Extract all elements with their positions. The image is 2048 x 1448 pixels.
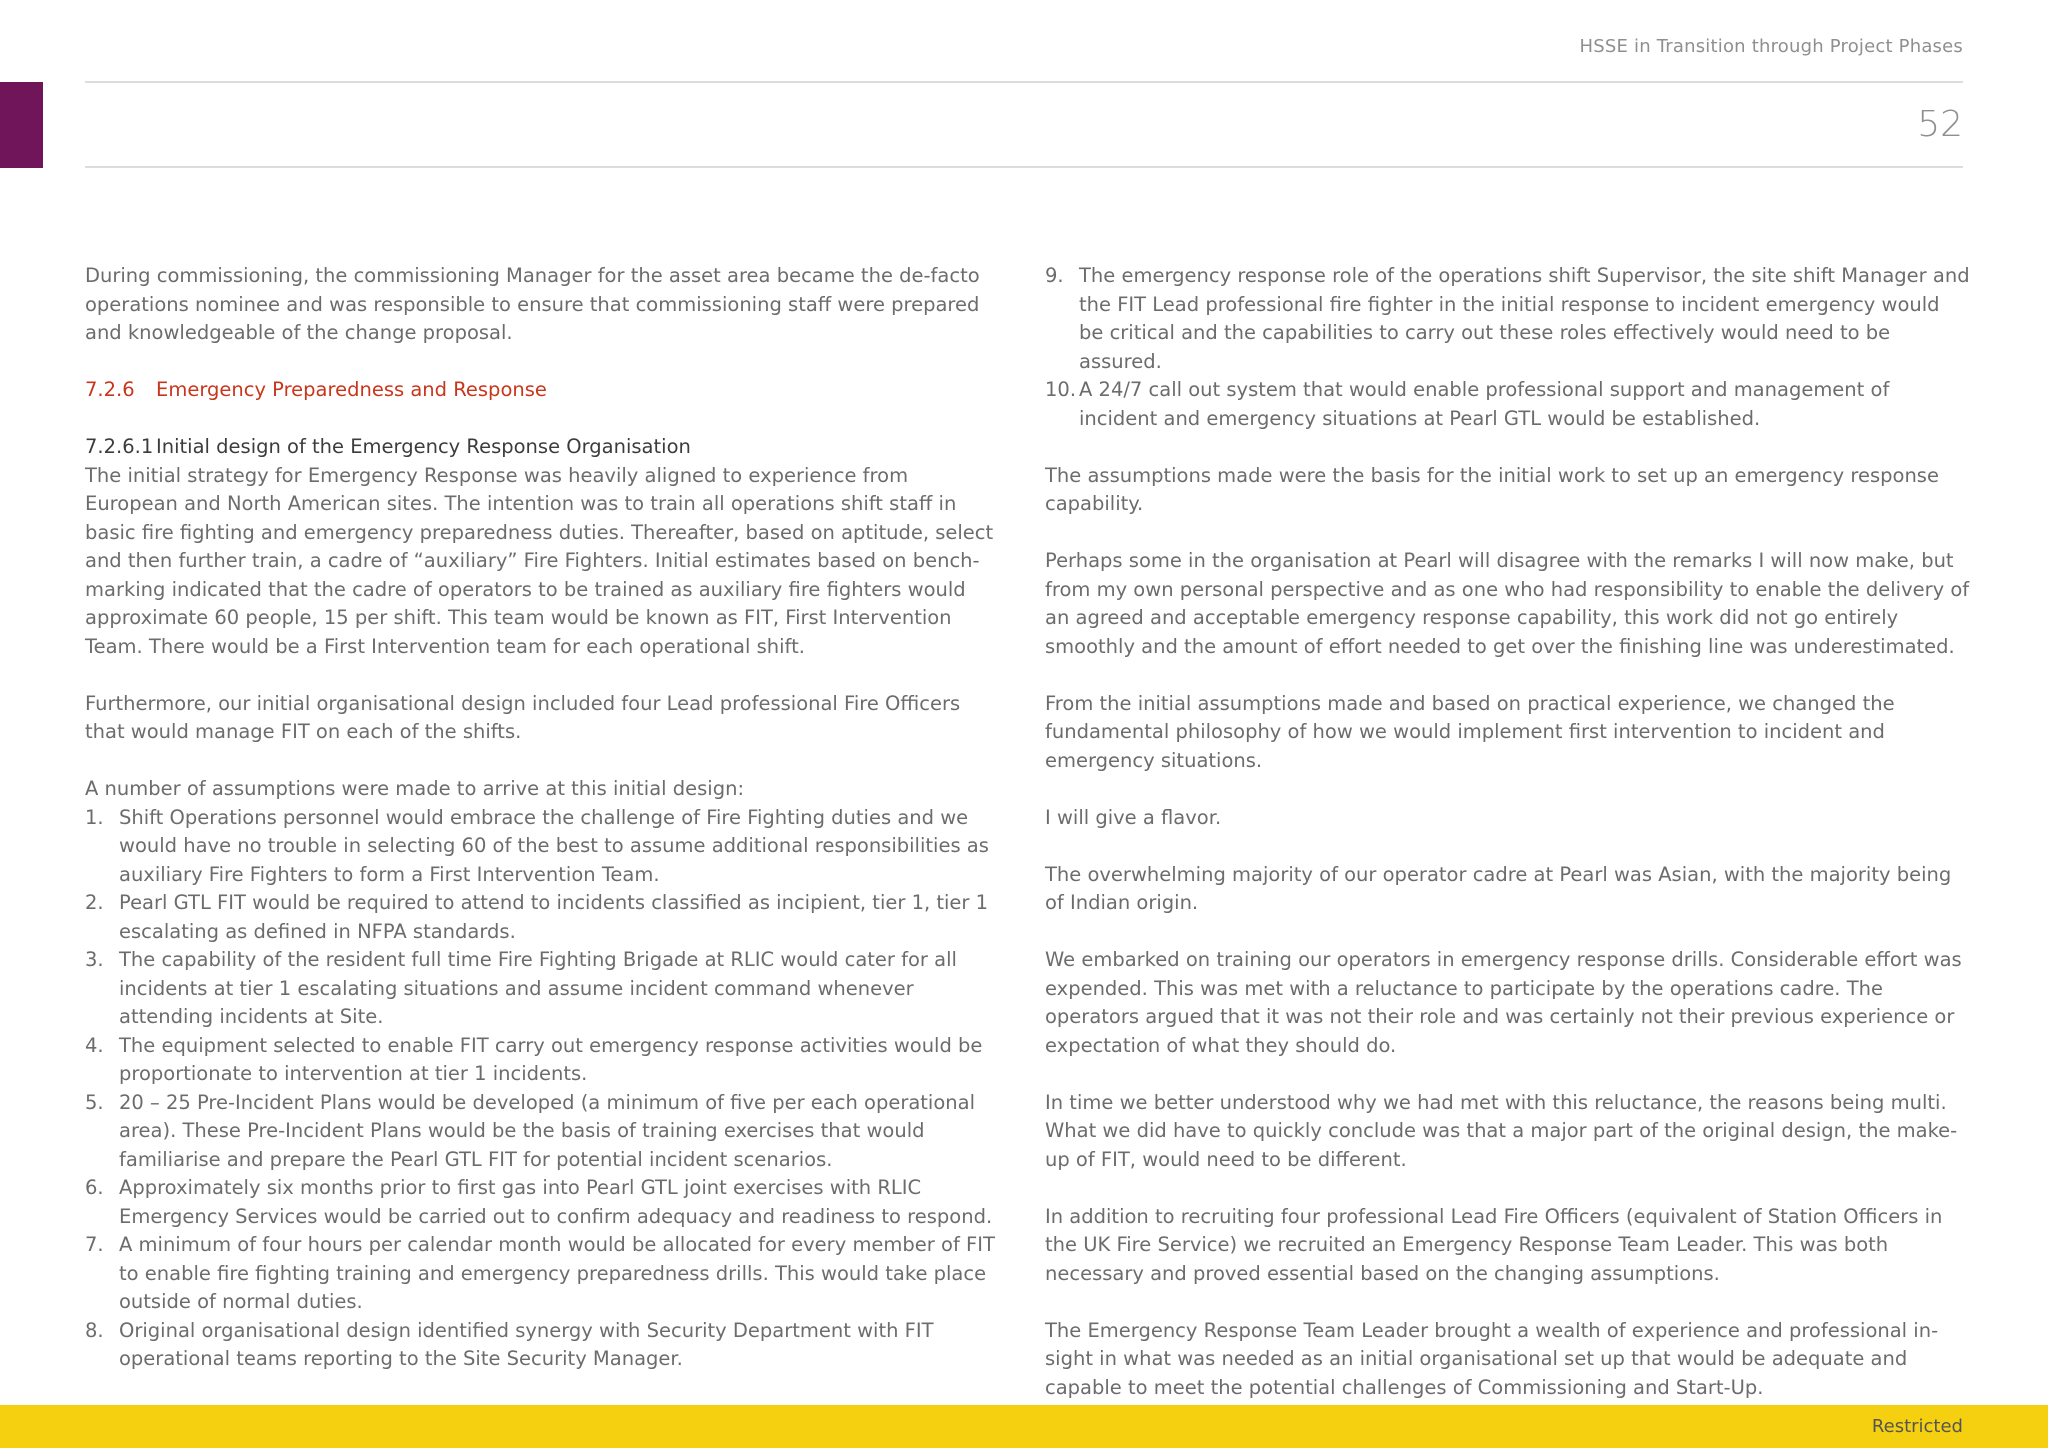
running-header-title: HSSE in Transition through Project Phases — [1579, 36, 1963, 57]
subsection-title: Initial design of the Emergency Response Organisation — [156, 435, 691, 458]
list-item — [85, 1032, 1005, 1089]
assumptions-intro: A number of assumptions were made to arrive at this initial design: — [85, 777, 745, 800]
list-item-text: The capability of the resident full time Fire Fighting Brigade at RLIC would cater for all incidents at tier 1 escalating situations and assume incident command whenever attending incidents at Site. — [119, 948, 957, 1028]
list-item — [85, 889, 1005, 946]
body-paragraph: Perhaps some in the organisation at Pearl will disagree with the remarks I will now make, but from my own personal perspective and as one who had responsibility to enable the delivery of an agreed and acceptable emergency response capability, this work did not go entirely smoothly and the amount of effort needed to get over the finishing line was underestimated. — [1045, 549, 1970, 658]
body-paragraph: The assumptions made were the basis for the initial work to set up an emergency response capability. — [1045, 463, 1939, 515]
list-item-number: 4. — [85, 1033, 104, 1057]
body-paragraph: From the initial assumptions made and based on practical experience, we changed the fundamental philosophy of how we would implement first intervention to incident and emergency situations. — [1045, 691, 1895, 772]
left-column — [85, 262, 1005, 1374]
list-item — [1045, 262, 1970, 376]
footer-bar — [0, 1405, 2048, 1448]
list-item-number: 6. — [85, 1176, 104, 1199]
list-item — [85, 1174, 1005, 1231]
list-item-text: 20 – 25 Pre-Incident Plans would be developed (a minimum of five per each operational area). These Pre-Incident Plans would be the basis of training exercises that would familiarise and prepare the Pearl GTL FIT for potential incident scenarios. — [119, 1090, 976, 1171]
list-item-text: Pearl GTL FIT would be required to attend to incidents classified as incipient, tier 1, tier 1 escalating as defined in NFPA standards. — [119, 891, 989, 943]
list-item-text: Original organisational design identified synergy with Security Department with FIT operational teams reporting to the Site Security Manager. — [119, 1318, 934, 1370]
subsection-number: 7.2.6.1 — [85, 435, 154, 458]
list-item-number: 8. — [85, 1318, 104, 1342]
list-item — [1045, 376, 1970, 433]
list-item-text: A 24/7 call out system that would enable professional support and management of incident and emergency situations at Pearl GTL would be established. — [1079, 378, 1890, 430]
intro-paragraph: During commissioning, the commissioning Manager for the asset area became the de-facto operations nominee and was responsible to ensure that commissioning staff were prepared and knowledgeable of the change proposal. — [85, 264, 980, 344]
strategy-paragraph: The initial strategy for Emergency Response was heavily aligned to experience from European and North American sites. The intention was to train all operations shift staff in basic fire fighting and emergency preparedness duties. Thereafter, based on aptitude, select and then further train, a cadre of “auxiliary” Fire Fighters. Initial estimates based on bench-marking indicated that the cadre of operators to be trained as auxiliary fire fighters would approximate 60 people, 15 per shift. This team would be known as FIT, First Intervention Team. There would be a First Intervention team for each operational shift. — [85, 463, 994, 658]
list-item-text: Approximately six months prior to first gas into Pearl GTL joint exercises with RLIC Emergency Services would be carried out to confirm adequacy and readiness to respond. — [119, 1176, 993, 1228]
list-item-number: 7. — [85, 1233, 104, 1256]
list-item — [85, 1317, 1005, 1374]
assumptions-list-right — [1045, 262, 1970, 433]
list-item-text: Shift Operations personnel would embrace the challenge of Fire Fighting duties and we would have no trouble in selecting 60 of the best to assume additional responsibilities as auxiliary Fire Fighters to form a First Intervention Team. — [119, 805, 989, 886]
list-item-number: 1. — [85, 805, 104, 829]
page-number: 52 — [1917, 104, 1963, 145]
list-item-text: The emergency response role of the operations shift Supervisor, the site shift Manager and the FIT Lead professional fire fighter in the initial response to incident emergency would be critical and the capabilities to carry out these roles effectively would need to be assured. — [1079, 264, 1970, 373]
classification-label: Restricted — [1871, 1416, 1963, 1437]
subsection-heading — [85, 433, 1005, 462]
section-number: 7.2.6 — [85, 378, 135, 401]
list-item-number: 5. — [85, 1090, 104, 1114]
header-rule-bottom — [85, 166, 1963, 168]
body-paragraph: The Emergency Response Team Leader brought a wealth of experience and professional in-sight in what was needed as an initial organisational set up that would be adequate and capable to meet the potential challenges of Commissioning and Start-Up. — [1045, 1318, 1939, 1399]
body-paragraph: I will give a flavor. — [1045, 805, 1222, 829]
organisation-paragraph: Furthermore, our initial organisational design included four Lead professional Fire Officers that would manage FIT on each of the shifts. — [85, 691, 961, 743]
header-rule-top — [85, 81, 1963, 83]
section-heading — [85, 376, 1005, 405]
body-paragraph: In time we better understood why we had met with this reluctance, the reasons being multi. What we did have to quickly conclude was that a major part of the original design, the make-up of FIT, would need to be different. — [1045, 1090, 1958, 1171]
list-item-text: A minimum of four hours per calendar month would be allocated for every member of FIT to enable fire fighting training and emergency preparedness drills. This would take place outside of normal duties. — [119, 1233, 995, 1313]
body-paragraph: The overwhelming majority of our operator cadre at Pearl was Asian, with the majority being of Indian origin. — [1045, 862, 1952, 914]
list-item — [85, 804, 1005, 890]
body-paragraph: In addition to recruiting four professional Lead Fire Officers (equivalent of Station Officers in the UK Fire Service) we recruited an Emergency Response Team Leader. This was both necessary and proved essential based on the changing assumptions. — [1045, 1204, 1943, 1285]
list-item-number: 3. — [85, 948, 104, 971]
body-paragraph: We embarked on training our operators in emergency response drills. Considerable effort was expended. This was met with a reluctance to participate by the operations cadre. The operators argued that it was not their role and was certainly not their previous experience or expectation of what they should do. — [1045, 948, 1962, 1057]
list-item-number: 9. — [1045, 264, 1064, 287]
list-item — [85, 1231, 1005, 1317]
list-item-number: 2. — [85, 891, 104, 914]
section-title: Emergency Preparedness and Response — [156, 378, 547, 401]
chapter-side-tab — [0, 82, 43, 168]
assumptions-list-left — [85, 804, 1005, 1374]
list-item — [85, 1089, 1005, 1175]
list-item-text: The equipment selected to enable FIT carry out emergency response activities would be proportionate to intervention at tier 1 incidents. — [119, 1033, 983, 1085]
list-item-number: 10. — [1045, 378, 1077, 401]
list-item — [85, 946, 1005, 1032]
right-column — [1045, 262, 1970, 1431]
